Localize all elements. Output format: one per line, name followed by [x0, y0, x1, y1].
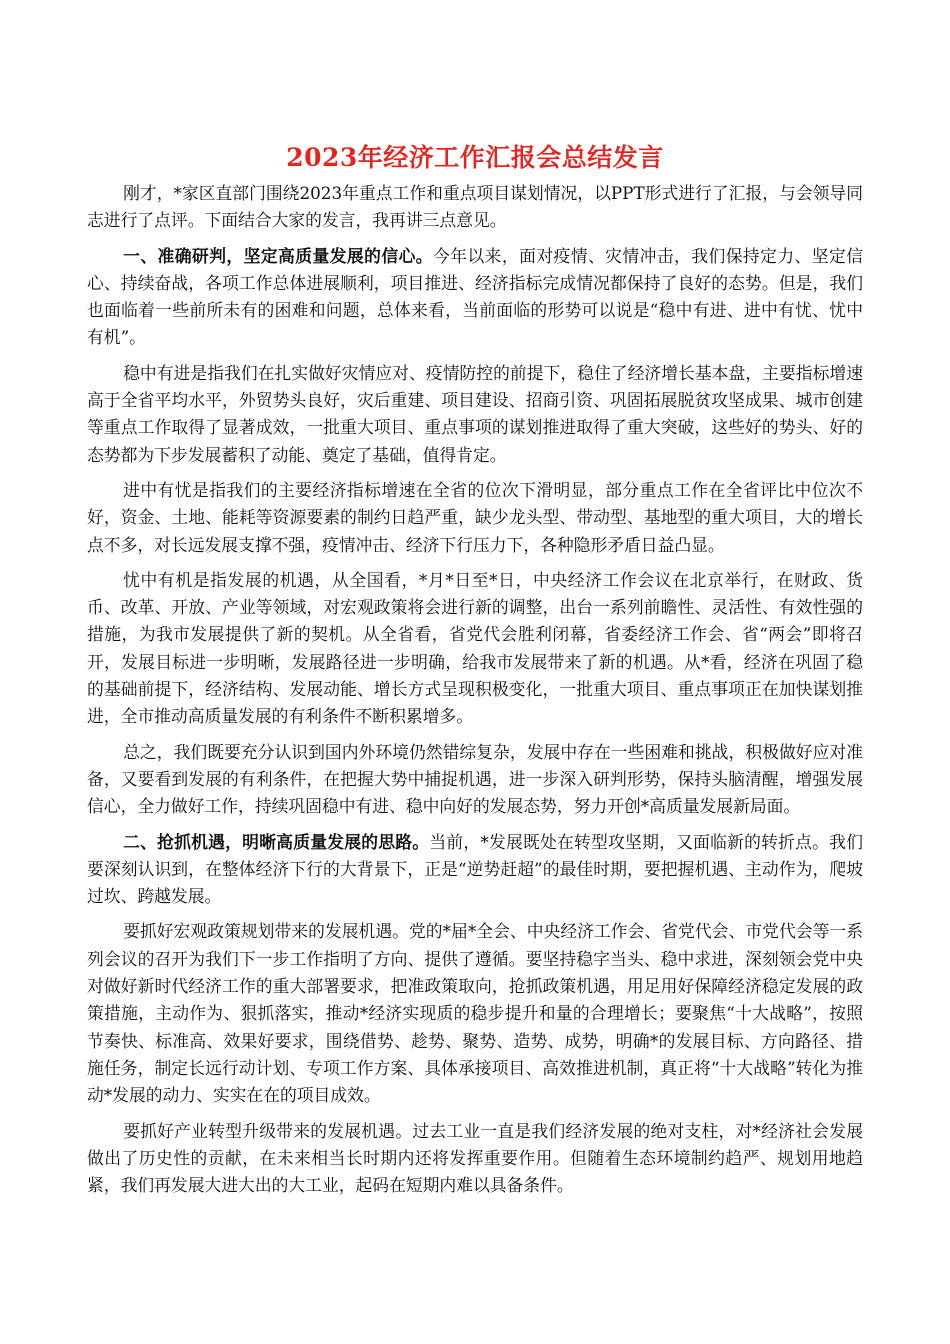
- document-body: [87, 180, 863, 1207]
- paragraph: [87, 1118, 863, 1200]
- paragraph: [87, 739, 863, 821]
- paragraph: [87, 477, 863, 559]
- paragraph-text: 刚才，*家区直部门围绕2023年重点工作和重点项目谋划情况，以PPT形式进行了汇报，与会领导同志进行了点评。下面结合大家的发言，我再讲三点意见。: [87, 183, 863, 231]
- paragraph: [87, 180, 863, 235]
- paragraph-text: 当前，*发展既处在转型攻坚期，又面临新的转折点。我们要深刻认识到，在整体经济下行的大背景下，正是“逆势赶超”的最佳时期，要把握机遇、主动作为，爬坡过坎、跨越发展。: [87, 831, 863, 907]
- paragraph: [87, 567, 863, 731]
- paragraph-text: 忧中有机是指发展的机遇，从全国看，*月*日至*日，中央经济工作会议在北京举行，在财政、货币、改革、开放、产业等领域，对宏观政策将会进行新的调整，出台一系列前瞻性、灵活性、有效性强的措施，为我市发展提供了新的契机。从全省看，省党代会胜利闭幕，省委经济工作会、省“两会”即将召开，发展目标进一步明晰，发展路径进一步明确，给我市发展带来了新的机遇。从*看，经济在巩固了稳的基础前提下，经济结构、发展动能、增长方式呈现积极变化，一批重大项目、重点事项正在加快谋划推进，全市推动高质量发展的有利条件不断积累增多。: [87, 569, 863, 727]
- paragraph: [87, 360, 863, 469]
- paragraph: [87, 243, 863, 352]
- paragraph-text: 进中有忧是指我们的主要经济指标增速在全省的位次下滑明显，部分重点工作在全省评比中位次不好，资金、土地、能耗等资源要素的制约日趋严重，缺少龙头型、带动型、基地型的重大项目，大的增长点不多，对长远发展支撑不强，疫情冲击、经济下行压力下，各种隐形矛盾日益凸显。: [87, 479, 863, 555]
- paragraph-text: 总之，我们既要充分认识到国内外环境仍然错综复杂，发展中存在一些困难和挑战，积极做好应对准备，又要看到发展的有利条件，在把握大势中捕捉机遇，进一步深入研判形势，保持头脑清醒，增强发展信心，全力做好工作，持续巩固稳中有进、稳中向好的发展态势，努力开创*高质量发展新局面。: [87, 741, 863, 817]
- paragraph-text: 稳中有进是指我们在扎实做好灾情应对、疫情防控的前提下，稳住了经济增长基本盘，主要指标增速高于全省平均水平，外贸势头良好，灾后重建、项目建设、招商引资、巩固拓展脱贫攻坚成果、城市创建等重点工作取得了显著成效，一批重大项目、重点事项的谋划推进取得了重大突破，这些好的势头、好的态势都为下步发展蓄积了动能、奠定了基础，值得肯定。: [87, 362, 863, 465]
- document-title: 2023年经济工作汇报会总结发言: [286, 143, 664, 172]
- paragraph-text: 今年以来，面对疫情、灾情冲击，我们保持定力、坚定信心、持续奋战，各项工作总体进展顺利，项目推进、经济指标完成情况都保持了良好的态势。但是，我们也面临着一些前所未有的困难和问题，总体来看，当前面临的形势可以说是“稳中有进、进中有忧、忧中有机”。: [87, 245, 863, 348]
- paragraph-text: 要抓好宏观政策规划带来的发展机遇。党的*届*全会、中央经济工作会、省党代会、市党代会等一系列会议的召开为我们下一步工作指明了方向、提供了遵循。要坚持稳字当头、稳中求进，深刻领会党中央对做好新时代经济工作的重大部署要求，把准政策取向，抢抓政策机遇，用足用好保障经济稳定发展的政策措施，主动作为、狠抓落实，推动*经济实现质的稳步提升和量的合理增长；要聚焦“十大战略”，按照节奏快、标准高、效果好要求，围绕借势、趁势、聚势、造势、成势，明确*的发展目标、方向路径、措施任务，制定长远行动计划、专项工作方案、具体承接项目、高效推进机制，真正将“十大战略”转化为推动*发展的动力、实实在在的项目成效。: [87, 921, 863, 1106]
- section-heading: 二、抢抓机遇，明晰高质量发展的思路。: [123, 831, 430, 852]
- paragraph-text: 要抓好产业转型升级带来的发展机遇。过去工业一直是我们经济发展的绝对支柱，对*经济社会发展做出了历史性的贡献，在未来相当长时期内还将发挥重要作用。但随着生态环境制约趋严、规划用地趋紧，我们再发展大进大出的大工业，起码在短期内难以具备条件。: [87, 1120, 863, 1196]
- paragraph: [87, 918, 863, 1109]
- section-heading: 一、准确研判，坚定高质量发展的信心。: [123, 245, 434, 266]
- paragraph: [87, 829, 863, 911]
